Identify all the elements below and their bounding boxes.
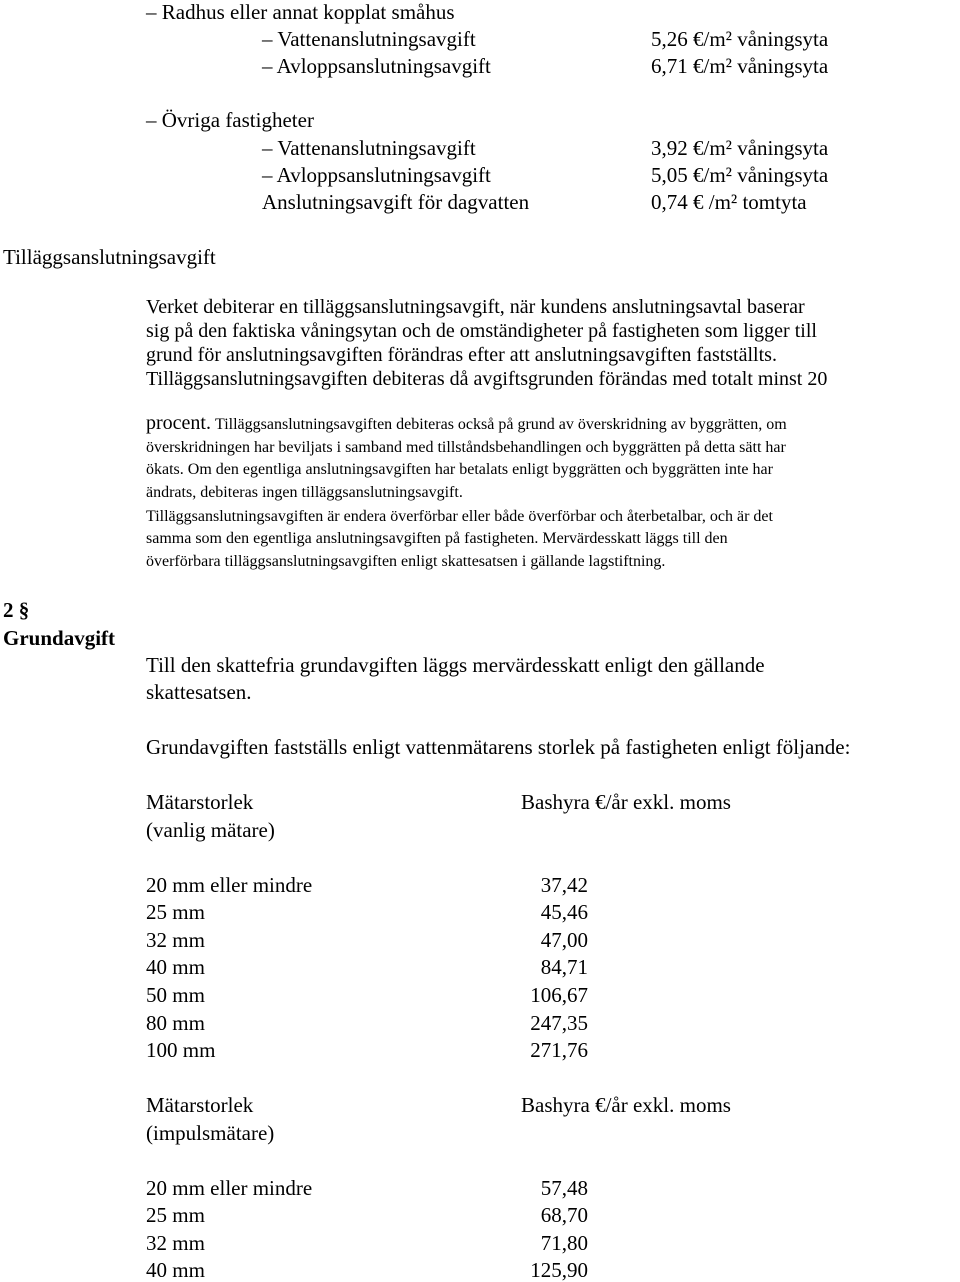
table-row-price: 271,76 — [530, 1038, 588, 1062]
group1-sewer-label: – Avloppsanslutningsavgift — [262, 54, 491, 78]
supplementary-line5-big: procent. — [146, 412, 211, 434]
table-row-price: 247,35 — [530, 1011, 588, 1035]
supplementary-small-line: överförbara tilläggsanslutningsavgiften enligt skattesatsen i gällande lagstiftning. — [146, 553, 666, 570]
supplementary-line: Verket debiterar en tilläggsanslutningsavgift, när kundens anslutningsavtal baserar — [146, 296, 805, 318]
table-row-size: 100 mm — [146, 1038, 216, 1062]
table-row-size: 25 mm — [146, 1203, 205, 1227]
table-row-size: 20 mm eller mindre — [146, 873, 313, 897]
group2-stormwater-label: Anslutningsavgift för dagvatten — [262, 190, 530, 214]
table-row-size: 40 mm — [146, 955, 205, 979]
table-row-price: 84,71 — [540, 955, 588, 979]
regular-header-col1: Mätarstorlek — [146, 790, 254, 814]
group2-water-value: 3,92 €/m² våningsyta — [651, 136, 829, 160]
supplementary-small-line: Tilläggsanslutningsavgiften är endera överförbar eller både överförbar och återbetalbar, och är det — [146, 508, 773, 525]
supplementary-small-line: ökats. Om den egentliga anslutningsavgiften har betalats enligt byggrätten och byggrätten inte har — [146, 461, 773, 478]
table-row-size: 40 mm — [146, 1258, 205, 1282]
table-row-price: 71,80 — [540, 1231, 588, 1255]
group2-heading: – Övriga fastigheter — [146, 108, 314, 132]
supplementary-line: grund för anslutningsavgiften förändras efter att anslutningsavgiften fastställts. — [146, 344, 777, 366]
table-row-price: 45,46 — [540, 900, 588, 924]
group1-heading: – Radhus eller annat kopplat småhus — [146, 0, 455, 24]
table-row-price: 37,42 — [540, 873, 588, 897]
regular-header-col1-sub: (vanlig mätare) — [146, 818, 275, 842]
section-title: Grundavgift — [3, 626, 116, 650]
table-row-size: 80 mm — [146, 1011, 205, 1035]
impulse-header-col2: Bashyra €/år exkl. moms — [521, 1093, 731, 1117]
group1-water-label: – Vattenanslutningsavgift — [262, 27, 476, 51]
table-row-price: 47,00 — [540, 928, 588, 952]
supplementary-heading: Tilläggsanslutningsavgift — [3, 245, 216, 269]
impulse-header-col1-sub: (impulsmätare) — [146, 1121, 275, 1145]
table-row-size: 25 mm — [146, 900, 205, 924]
vat-line: Till den skattefria grundavgiften läggs mervärdesskatt enligt den gällande — [146, 653, 765, 677]
supplementary-paragraph — [146, 0, 958, 1281]
table-row-size: 20 mm eller mindre — [146, 1176, 313, 1200]
table-row-price: 125,90 — [530, 1258, 588, 1282]
group1-sewer-value: 6,71 €/m² våningsyta — [651, 54, 829, 78]
table-row-price: 68,70 — [540, 1203, 588, 1227]
group2-sewer-value: 5,05 €/m² våningsyta — [651, 163, 829, 187]
supplementary-small-line: överskridningen har beviljats i samband med tillståndsbehandlingen och byggrätten på detta sätt har — [146, 439, 786, 456]
supplementary-line: Tilläggsanslutningsavgiften debiteras då avgiftsgrunden förändas med totalt minst 20 — [146, 368, 828, 390]
supplementary-small-line: ändrats, debiteras ingen tilläggsanslutningsavgift. — [146, 484, 463, 501]
supplementary-line5-small: Tilläggsanslutningsavgiften debiteras också på grund av överskridning av byggrätten, om — [214, 416, 787, 433]
group2-sewer-label: – Avloppsanslutningsavgift — [262, 163, 491, 187]
section-number: 2 § — [3, 598, 30, 622]
regular-header-col2: Bashyra €/år exkl. moms — [521, 790, 731, 814]
base-fee-intro: Grundavgiften fastställs enligt vattenmätarens storlek på fastigheten enligt följande: — [146, 735, 851, 759]
supplementary-line: sig på den faktiska våningsytan och de omständigheter på fastigheten som ligger till — [146, 320, 817, 342]
impulse-header-col1: Mätarstorlek — [146, 1093, 254, 1117]
table-row-size: 50 mm — [146, 983, 205, 1007]
table-row-price: 57,48 — [540, 1176, 588, 1200]
vat-line: skattesatsen. — [146, 680, 252, 704]
supplementary-small-line: samma som den egentliga anslutningsavgiften på fastigheten. Mervärdesskatt läggs till den — [146, 530, 728, 547]
table-row-price: 106,67 — [530, 983, 588, 1007]
group1-water-value: 5,26 €/m² våningsyta — [651, 27, 829, 51]
group2-stormwater-value: 0,74 € /m² tomtyta — [651, 190, 807, 214]
group2-water-label: – Vattenanslutningsavgift — [262, 136, 476, 160]
supplementary-line5 — [146, 413, 787, 433]
table-row-size: 32 mm — [146, 928, 205, 952]
table-row-size: 32 mm — [146, 1231, 205, 1255]
